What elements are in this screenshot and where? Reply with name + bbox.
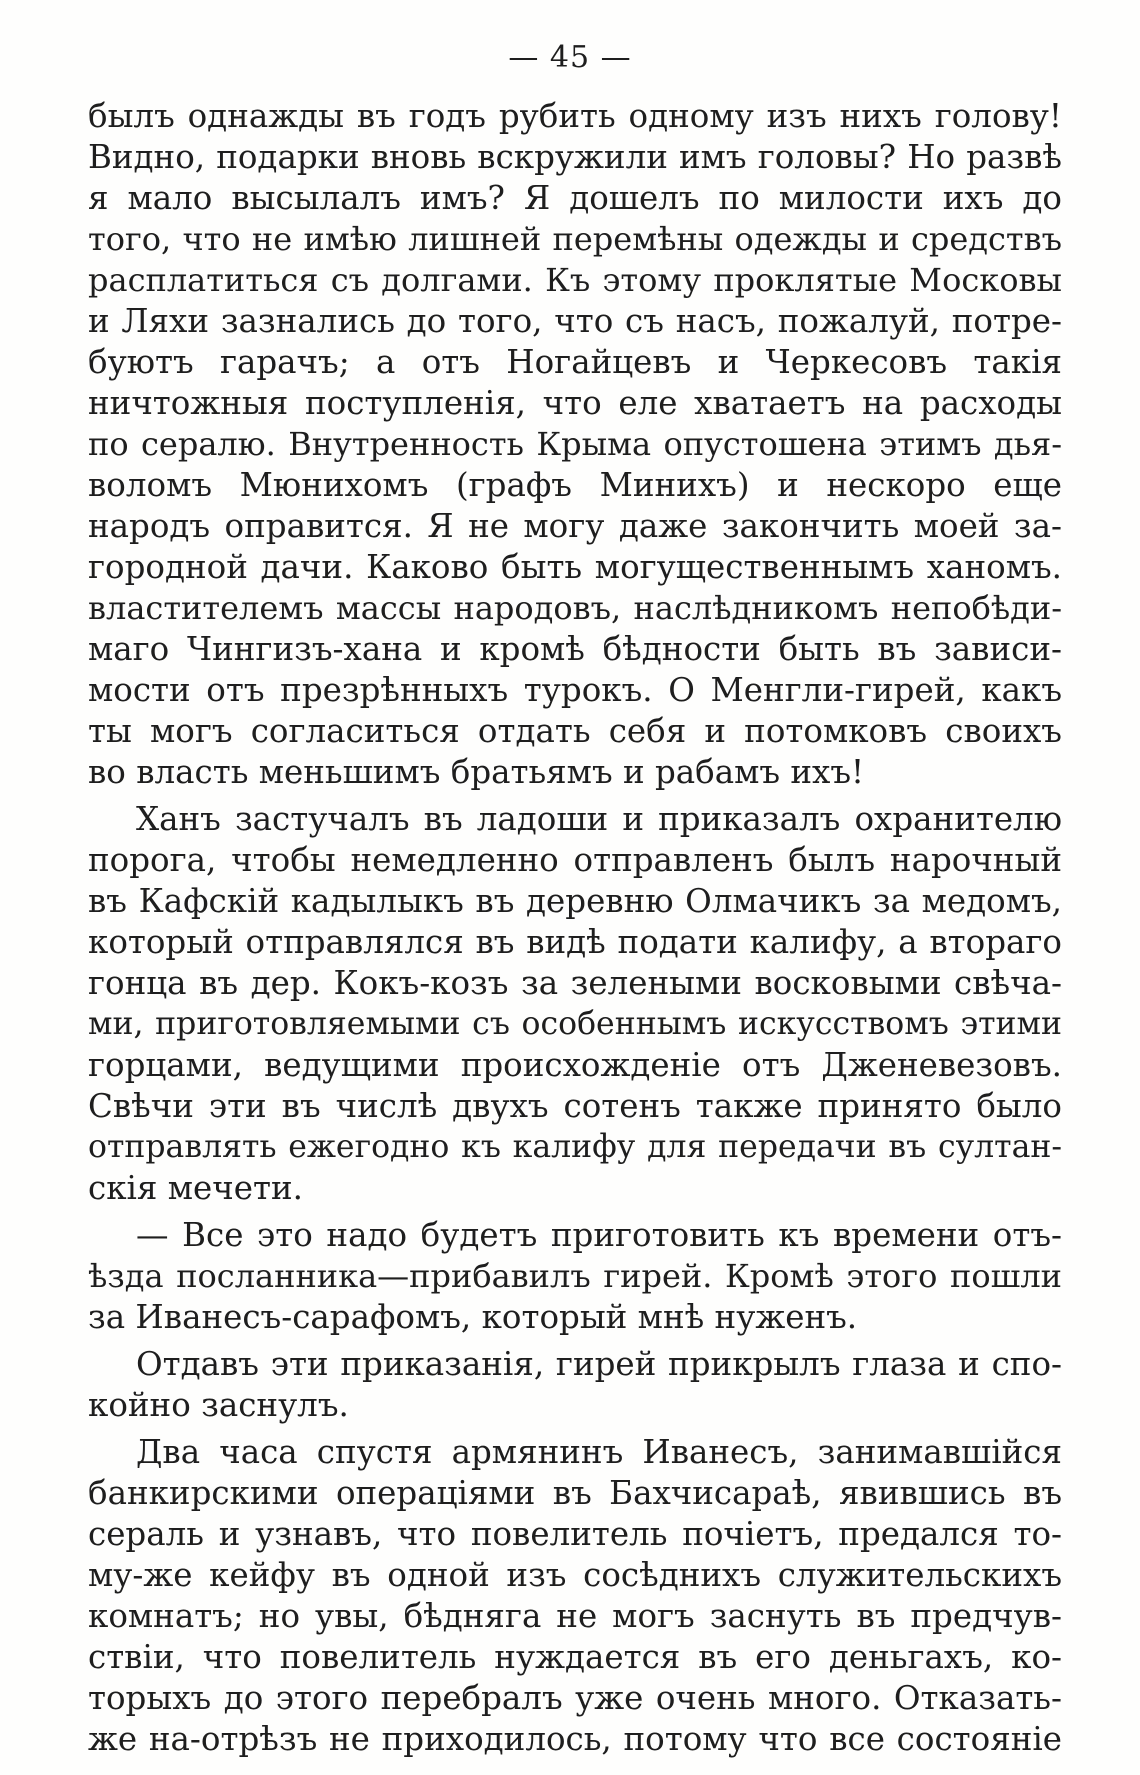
text-line: ѣзда посланника—прибавилъ гирей. Кромѣ этого пошли	[88, 1257, 1062, 1295]
paragraph	[88, 799, 1062, 1209]
page-number: — 45 —	[508, 40, 632, 75]
text-line: я мало высылалъ имъ? Я дошелъ по милости ихъ до	[88, 179, 1062, 217]
text-line: народъ оправится. Я не могу даже закончить моей за-	[88, 507, 1062, 545]
text-line: и Ляхи зазнались до того, что съ насъ, пожалуй, потре-	[88, 302, 1062, 340]
text-line: гонца въ дер. Кокъ-козъ за зелеными восковыми свѣча-	[88, 964, 1062, 1002]
text-line: — Все это надо будетъ приготовить къ времени отъ-	[136, 1216, 1062, 1254]
text-line: воломъ Мюнихомъ (графъ Минихъ) и нескоро еще	[88, 466, 1062, 504]
text-line: му-же кейфу въ одной изъ сосѣднихъ служительскихъ	[88, 1556, 1062, 1594]
text-line: мости отъ презрѣнныхъ турокъ. О Менгли-гирей, какъ	[88, 671, 1062, 709]
text-line: Свѣчи эти въ числѣ двухъ сотенъ также принято было	[88, 1087, 1062, 1125]
text-line: торыхъ до этого перебралъ уже очень много. Отказать-	[88, 1679, 1062, 1717]
text-line: сераль и узнавъ, что повелитель почіетъ, предался то-	[88, 1515, 1062, 1553]
text-line: ничтожныя поступленія, что еле хватаетъ на расходы	[88, 384, 1062, 422]
text-line: за Иванесъ-сарафомъ, который мнѣ нуженъ.	[88, 1298, 858, 1336]
text-line: порога, чтобы немедленно отправленъ былъ нарочный	[88, 841, 1062, 879]
text-line: маго Чингизъ-хана и кромѣ бѣдности быть въ зависи-	[88, 630, 1062, 668]
text-line: ты могъ согласиться отдать себя и потомковъ своихъ	[88, 712, 1062, 750]
text-line: отправлять ежегодно къ калифу для передачи въ султан-	[88, 1129, 1062, 1165]
text-line: Видно, подарки вновь вскружили имъ головы? Но развѣ	[88, 138, 1062, 176]
text-line: былъ однажды въ годъ рубить одному изъ нихъ голову!	[88, 97, 1062, 135]
paragraph	[88, 1344, 1062, 1426]
text-line: банкирскими операціями въ Бахчисараѣ, явившись въ	[88, 1474, 1062, 1512]
text-line: который отправлялся въ видѣ подати калифу, а втораго	[88, 923, 1062, 961]
text-line: скія мечети.	[88, 1169, 303, 1207]
text-line: Два часа спустя армянинъ Иванесъ, занимавшійся	[136, 1433, 1062, 1471]
text-line: Ханъ застучалъ въ ладоши и приказалъ охранителю	[136, 800, 1062, 838]
text-line: въ Кафскій кадылыкъ въ деревню Олмачикъ за медомъ,	[88, 882, 1062, 920]
text-line: ствіи, что повелитель нуждается въ его деньгахъ, ко-	[88, 1638, 1062, 1676]
paragraph	[88, 96, 1062, 793]
text-line: по сералю. Внутренность Крыма опустошена этимъ дья-	[88, 425, 1062, 463]
text-line: же на-отрѣзъ не приходилось, потому что все состояніе	[88, 1720, 1062, 1758]
body-text	[88, 96, 1062, 1760]
text-line: горцами, ведущими происхожденіе отъ Дженевезовъ.	[88, 1046, 1062, 1084]
text-line: ми, приготовляемыми съ особеннымъ искусствомъ этими	[88, 1006, 1062, 1042]
paragraph	[88, 1432, 1062, 1760]
text-line: властителемъ массы народовъ, наслѣдникомъ непобѣди-	[88, 589, 1062, 627]
text-line: во власть меньшимъ братьямъ и рабамъ ихъ!	[88, 753, 865, 791]
text-line: городной дачи. Каково быть могущественнымъ ханомъ.	[88, 548, 1062, 586]
text-line: комнатъ; но увы, бѣдняга не могъ заснуть въ предчув-	[88, 1597, 1062, 1635]
text-line: койно заснулъ.	[88, 1386, 349, 1424]
paragraph	[88, 1215, 1062, 1338]
text-line: того, что не имѣю лишней перемѣны одежды и средствъ	[88, 220, 1062, 258]
text-line: Отдавъ эти приказанія, гирей прикрылъ глаза и спо-	[136, 1345, 1062, 1383]
text-line: расплатиться съ долгами. Къ этому проклятые Московы	[88, 261, 1062, 299]
text-line: буютъ гарачъ; а отъ Ногайцевъ и Черкесовъ такія	[88, 343, 1062, 381]
